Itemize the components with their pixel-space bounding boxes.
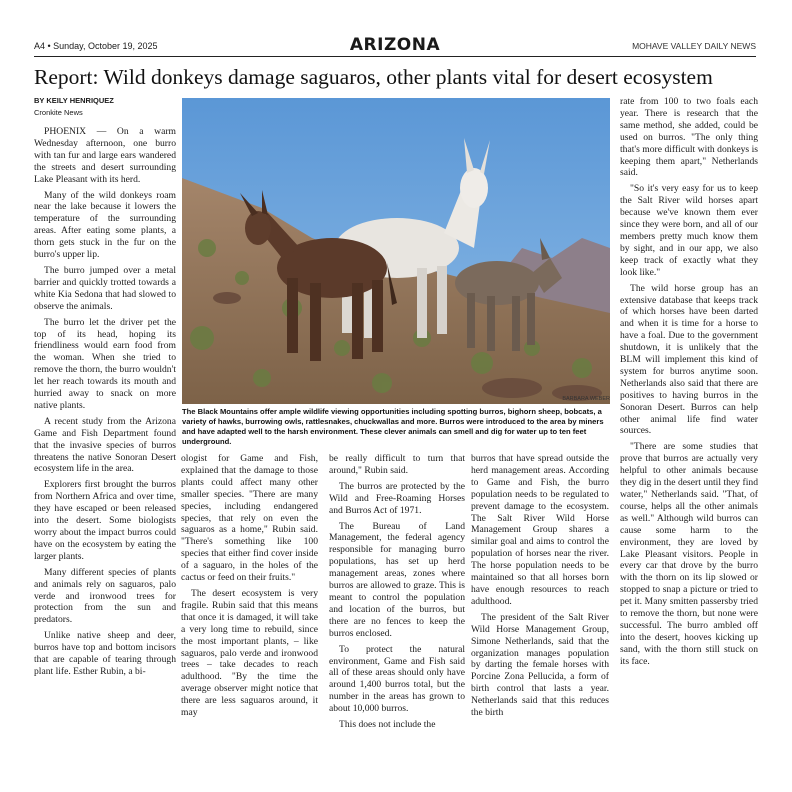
paragraph: The president of the Salt River Wild Horse Management Group, Simone Netherlands, said that the organization manages population by darting the female horses with Porcine Zona Pellucida, a form of birth control that lasts a year. Netherlands said that this reduces the birth xyxy=(471,611,609,719)
article-column-5 xyxy=(620,96,758,672)
newspaper-page xyxy=(34,0,756,792)
photo-caption: The Black Mountains offer ample wildlife viewing opportunities including spotting burros, bighorn sheep, bobcats, a variety of hawks, burrowing owls, rattlesnakes, chuckwallas and more. Burros were introduced to the area by miners and have adapted well to the harsh environment. These clever animals can smell and dig for water up to ten feet underground. xyxy=(182,407,604,446)
article-photo xyxy=(182,98,610,404)
paragraph: PHOENIX — On a warm Wednesday afternoon, one burro with tan fur and large ears wandered the streets and desert surrounding Lake Pleasant with its herd. xyxy=(34,126,176,185)
paragraph: Many of the wild donkeys roam near the lake because it lowers the temperature of the surrounding areas. After eating some plants, a thorn gets stuck in the fur on the burro's upper lip. xyxy=(34,189,176,261)
paragraph: The wild horse group has an extensive database that keeps track of which horses have been darted and when it is time for a horse to have a foal. Due to the government shutdown, it is unlikely that the BLM will implement this kind of system for burros anytime soon. Netherlands also said that there are positives to having burros in the Sonoran Desert. Burros can help other animal life find water sources. xyxy=(620,282,758,437)
paragraph: A recent study from the Arizona Game and Fish Department found that the invasive species of burros threatens the native Sonoran Desert ecosystem life in the area. xyxy=(34,415,176,475)
paragraph: burros that have spread outside the herd management areas. According to Game and Fish, the burro population needs to be regulated to prevent damage to the ecosystem. The Salt River Wild Horse Management Group shares a similar goal and aims to control the population of horses near the river. The horse population needs to be maintained so that all horses born have enough resources to reach adulthood. xyxy=(471,453,609,607)
page-date: A4 • Sunday, October 19, 2025 xyxy=(34,41,158,51)
paragraph: The burro let the driver pet the top of its head, hoping its friendliness would earn food from the woman. When she tried to remove the thorn, the burro wouldn't let her reach towards its mouth and hurried away to snack on more native plants. xyxy=(34,316,176,411)
byline-organization: Cronkite News xyxy=(34,108,83,117)
paragraph: This does not include the xyxy=(339,719,436,731)
article-column-4 xyxy=(471,453,609,723)
publication-name: MOHAVE VALLEY DAILY NEWS xyxy=(632,41,756,51)
paragraph: The burros are protected by the Wild and Free-Roaming Horses and Burros Act of 1971. xyxy=(329,480,465,516)
paragraph: ologist for Game and Fish, explained that the damage to those plants could affect many other smaller species. "There are many species, including endangered species, that rely on even the saguaros as a home," Rubin said. "There's something like 100 species that either find cover inside of a saguaro, in the holes of the cactus or feed on their fruits." xyxy=(181,453,318,584)
paragraph: be really difficult to turn that around," Rubin said. xyxy=(329,453,465,476)
paragraph: "There are some studies that prove that burros are actually very helpful to other animals because they dig in the desert until they find water," Netherlands said. "That, of course, helps all the other animals as well." Although wild burros can cause some harm to the environment, they are loved by Lake Pleasant visitors. People in every car that drove by the burro with the thorn on its lip slowed or stopped to snap a picture or tried to pet it. Many smitten passersby tried to remove the thorn, but none were successful. The burro ambled off into the desert, hooves kicking up sand, with the thorn still stuck on its face. xyxy=(620,441,758,667)
photo-credit: BARBARA WEBER xyxy=(562,396,610,402)
byline xyxy=(34,96,176,117)
paragraph: To protect the natural environment, Game and Fish said all of these areas should only have around 1,400 burros total, but the number in the areas has grown to about 10,000 burros. xyxy=(329,643,465,715)
byline-author: BY KEILY HENRIQUEZ xyxy=(34,96,114,105)
paragraph: The burro jumped over a metal barrier and quickly trotted towards a white Kia Sedona that had slowed to observe the animals. xyxy=(34,264,176,312)
section-title: ARIZONA xyxy=(349,35,441,55)
page-header xyxy=(34,36,756,57)
paragraph: The desert ecosystem is very fragile. Rubin said that this means that once it is damaged, it will take a very long time to rebuild, since the most important plants, – like saguaros, palo verde and ironwood trees – take decades to reach adulthood. "By the time the average observer might notice that there are less saguaros around, it may xyxy=(181,587,318,719)
article-column-3 xyxy=(329,453,465,735)
article-column-2 xyxy=(181,453,318,723)
paragraph: Explorers first brought the burros from Northern Africa and over time, they have escaped or been released into the desert. Some biologists worry about the impact burros could have on the ecosystem by eating the larger plants. xyxy=(34,479,176,562)
paragraph: Unlike native sheep and deer, burros have top and bottom incisors that are capable of tearing through plant life. Esther Rubin, a bi- xyxy=(34,630,176,677)
article-headline: Report: Wild donkeys damage saguaros, other plants vital for desert ecosystem xyxy=(34,65,713,89)
article-column-1 xyxy=(34,126,176,682)
donkeys-photo-illustration xyxy=(182,98,610,404)
paragraph: "So it's very easy for us to keep the Salt River wild horses apart because we've known them ever since they were born, and all of our members pretty much know them by sight, and in our app, we also keep track of exactly what they look like." xyxy=(620,183,758,278)
paragraph: The Bureau of Land Management, the federal agency responsible for managing burro populations, has set up herd management areas, zones where burros are allowed to graze. This is meant to control the population and location of the burros, but there are no fences to keep the burros enclosed. xyxy=(329,520,465,639)
paragraph: rate from 100 to two foals each year. There is research that the same method, she added, could be used on burros. "The only thing that's more difficult with donkeys is keeping them apart," Netherlands said. xyxy=(620,96,758,179)
paragraph: Many different species of plants and animals rely on saguaros, palo verde and ironwood trees for protection from the sun and predators. xyxy=(34,566,176,626)
